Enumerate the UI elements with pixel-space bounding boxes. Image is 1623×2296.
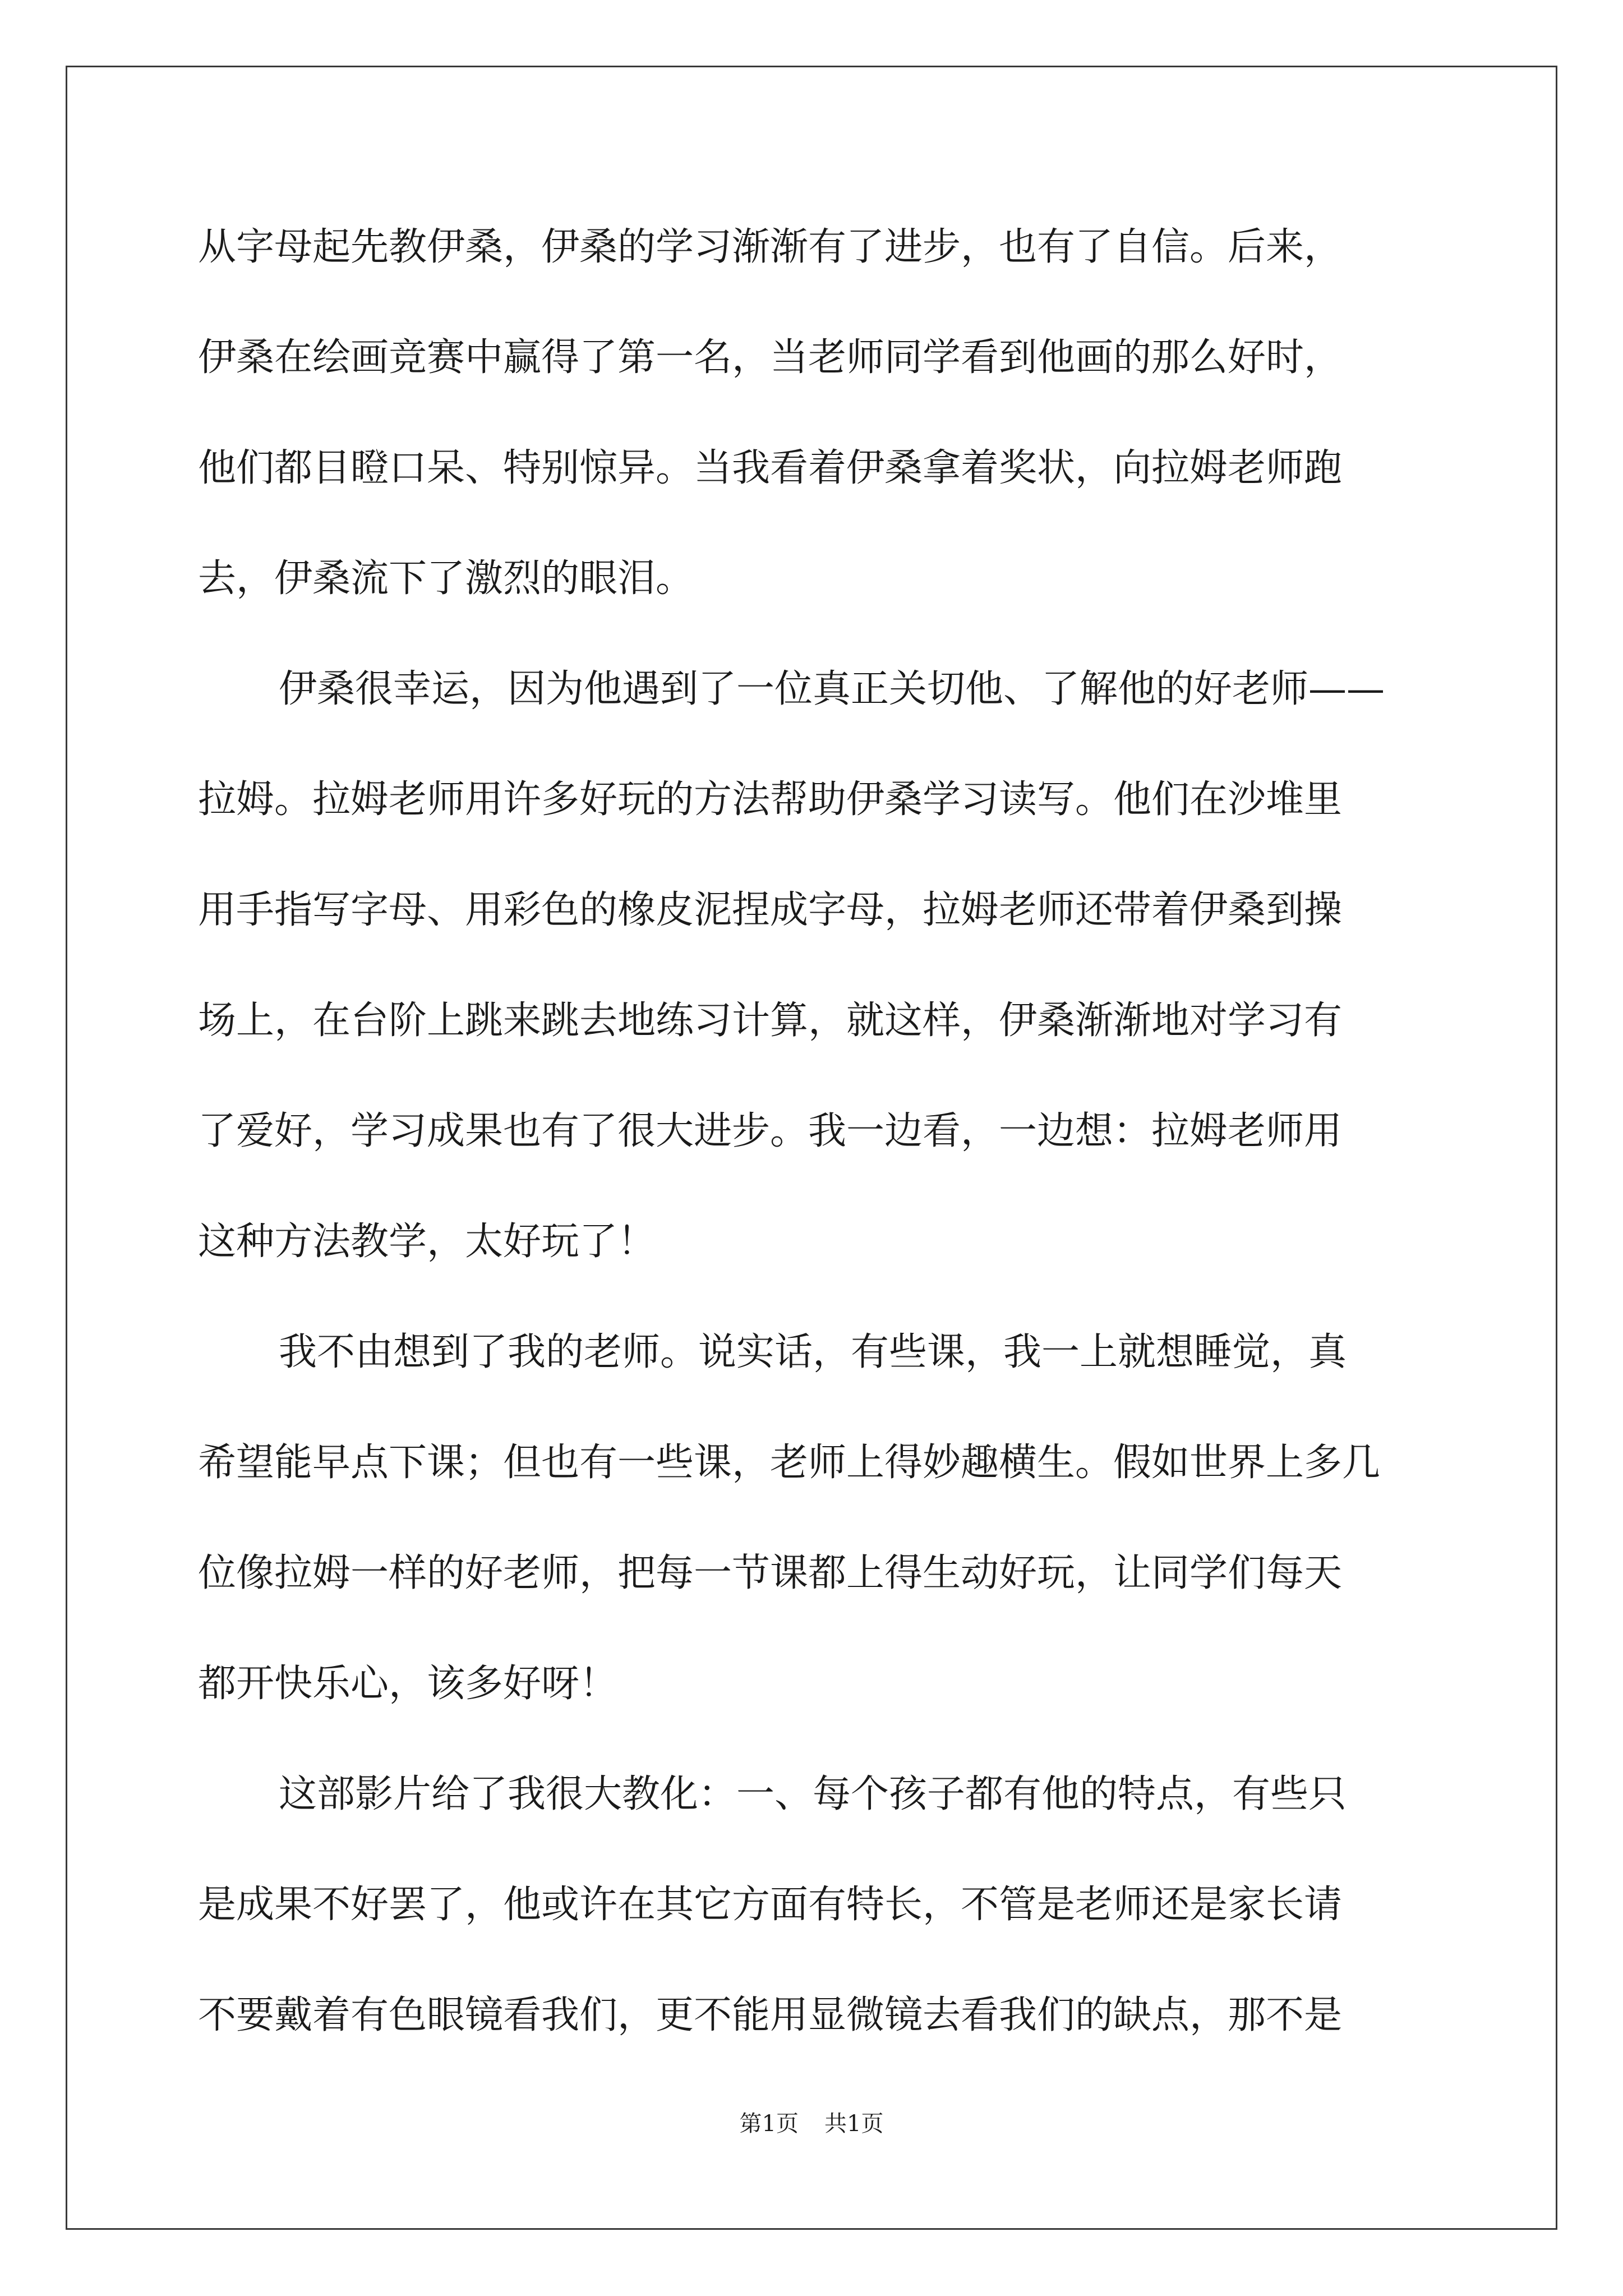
- text-line: 是成果不好罢了，他或许在其它方面有特长，不管是老师还是家长请: [198, 1883, 1343, 1927]
- text-line: 拉姆。拉姆老师用许多好玩的方法帮助伊桑学习读写。他们在沙堆里: [198, 777, 1343, 822]
- text-line: 不要戴着有色眼镜看我们，更不能用显微镜去看我们的缺点，那不是: [198, 1993, 1343, 2037]
- page-footer: [0, 2107, 1623, 2141]
- page-number: 第1页: [739, 2111, 799, 2137]
- text-line: 都开快乐心，该多好呀！: [198, 1662, 618, 1706]
- text-line: 希望能早点下课；但也有一些课，老师上得妙趣横生。假如世界上多几: [198, 1441, 1381, 1485]
- text-line: 这部影片给了我很大教化：一、每个孩子都有他的特点，有些只: [279, 1772, 1347, 1816]
- text-line: 从字母起先教伊桑，伊桑的学习渐渐有了进步，也有了自信。后来，: [198, 225, 1343, 269]
- text-line: 用手指写字母、用彩色的橡皮泥捏成字母，拉姆老师还带着伊桑到操: [198, 888, 1343, 932]
- text-line: 我不由想到了我的老师。说实话，有些课，我一上就想睡觉，真: [279, 1330, 1347, 1374]
- page-total: 共1页: [824, 2111, 884, 2137]
- document-body: [198, 192, 1432, 2070]
- text-line: 伊桑很幸运，因为他遇到了一位真正关切他、了解他的好老师——: [279, 667, 1385, 711]
- text-line: 场上，在台阶上跳来跳去地练习计算，就这样，伊桑渐渐地对学习有: [198, 999, 1343, 1043]
- text-line: 了爱好，学习成果也有了很大进步。我一边看，一边想：拉姆老师用: [198, 1109, 1343, 1153]
- text-line: 位像拉姆一样的好老师，把每一节课都上得生动好玩，让同学们每天: [198, 1551, 1343, 1595]
- text-line: 这种方法教学，太好玩了！: [198, 1220, 656, 1264]
- text-line: 去，伊桑流下了激烈的眼泪。: [198, 556, 694, 601]
- text-line: 他们都目瞪口呆、特别惊异。当我看着伊桑拿着奖状，向拉姆老师跑: [198, 446, 1343, 490]
- text-line: 伊桑在绘画竞赛中赢得了第一名，当老师同学看到他画的那么好时，: [198, 335, 1343, 380]
